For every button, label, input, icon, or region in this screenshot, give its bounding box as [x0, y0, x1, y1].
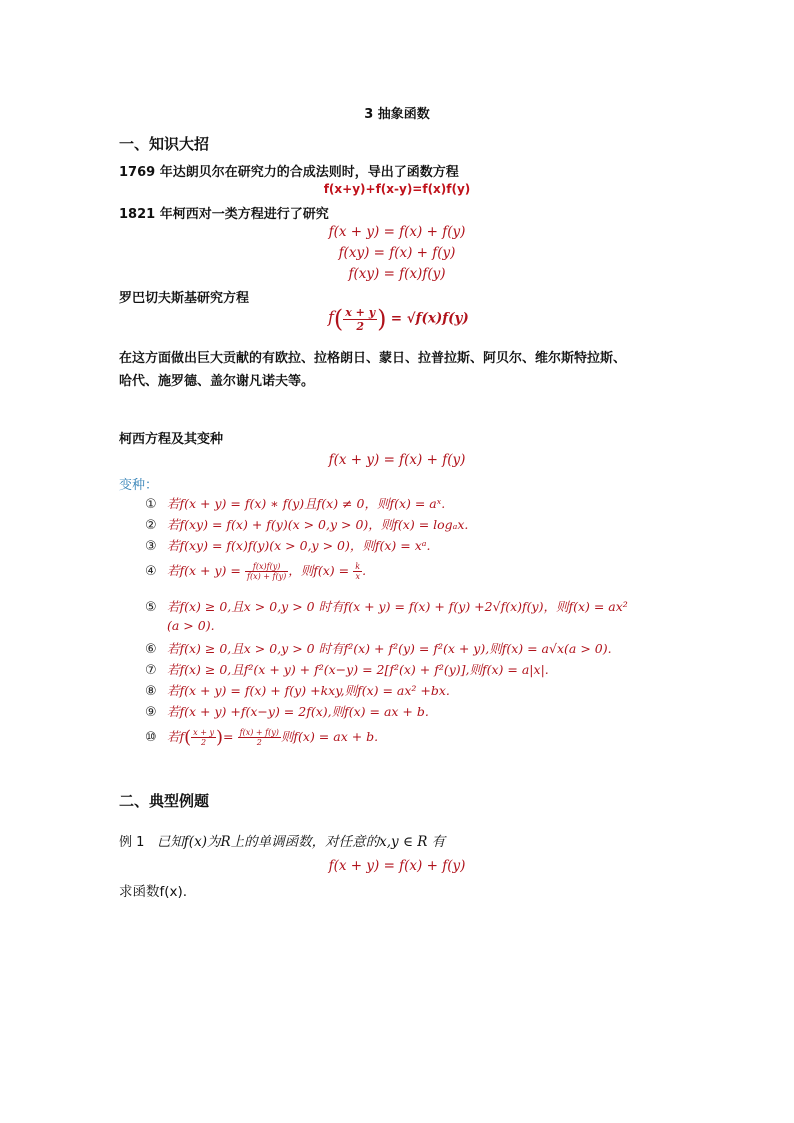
history-line-cauchy: 1821 年柯西对一类方程进行了研究: [119, 207, 329, 222]
cauchy-eq-2: f(xy) = f(x) + f(y): [338, 245, 456, 261]
variant-item-10: ⑩ 若f( $\frac{x + y}{2}$ )= $\frac{f(x) + f(y)}{2}$ 则f(x) = ax + b.: [145, 727, 379, 748]
fraction-numerator: x + y: [193, 728, 214, 737]
history-line-lobachevsky: 罗巴切夫斯基研究方程: [119, 291, 250, 306]
cauchy-section-equation: f(x + y) = f(x) + f(y): [328, 452, 466, 468]
item-text-pre: 若f(x + y) =: [167, 563, 241, 578]
history-line-dalembert: 1769 年达朗贝尔在研究力的合成法则时，导出了函数方程: [119, 165, 459, 180]
item-number: ⑨: [145, 705, 157, 720]
fraction-numerator-2: f(x) + f(y): [239, 728, 279, 737]
variant-item-1: [145, 494, 445, 512]
section2-heading: 二、典型例题: [119, 792, 210, 810]
example-text: 已知f(x)为R上的单调函数，对任意的x,y ∈ R 有: [156, 834, 446, 850]
variant-item-8: [145, 681, 450, 699]
variant-item-5-continued: [167, 618, 215, 634]
item-text: 若f(x + y) +f(x−y) = 2f(x),则f(x) = ax + b.: [167, 704, 429, 719]
item-number: ①: [145, 497, 157, 512]
item-text-pre: 若f: [167, 729, 185, 744]
variant-item-7: [145, 660, 549, 678]
variant-item-2: [145, 515, 468, 533]
item-text: 若f(x + y) = f(x) + f(y) +kxy,则f(x) = ax² +bx.: [167, 683, 450, 698]
item-text: 若f(x) ≥ 0,且x > 0,y > 0 时有f²(x) + f²(y) = f²(x + y),则f(x) = a√x(a > 0).: [167, 641, 612, 656]
item-text-continued: (a > 0).: [167, 618, 215, 633]
variant-item-3: [145, 536, 430, 554]
cauchy-eq-3: f(xy) = f(x)f(y): [348, 266, 446, 282]
fraction-numerator-2: k: [355, 562, 361, 571]
item-text-tail: .: [362, 563, 367, 578]
variant-item-5: [145, 597, 628, 615]
lob-rhs: = √f(x)f(y): [390, 310, 469, 327]
variant-item-4: [145, 561, 366, 581]
variant-item-9: [145, 702, 429, 720]
variant-item-6: [145, 639, 612, 657]
item-number: ⑥: [145, 642, 157, 657]
cauchy-section-heading: 柯西方程及其变种: [119, 432, 224, 447]
example-label: 例 1: [119, 835, 145, 850]
item-number: ⑤: [145, 600, 157, 615]
item-text: 若f(x) ≥ 0,且f²(x + y) + f²(x−y) = 2[f²(x) + f²(y)],则f(x) = a|x|.: [167, 662, 549, 677]
fraction-denominator-2: 2: [256, 738, 262, 747]
item-text: 若f(x + y) = f(x) ∗ f(y)且f(x) ≠ 0，则f(x) = aˣ.: [167, 496, 446, 511]
lob-denominator: 2: [356, 319, 365, 333]
fraction-denominator-2: x: [355, 572, 360, 581]
lob-numerator: x + y: [345, 305, 376, 319]
item-number: ⑦: [145, 663, 157, 678]
lob-f: f: [328, 307, 334, 327]
contributors-line-1: 在这方面做出巨大贡献的有欧拉、拉格朗日、蒙日、拉普拉斯、阿贝尔、维尔斯特拉斯、: [119, 351, 627, 366]
item-text-tail: 则f(x) = ax + b.: [280, 729, 379, 744]
item-number: ⑧: [145, 684, 157, 699]
fraction-denominator: 2: [201, 738, 207, 747]
item-number: ③: [145, 539, 157, 554]
example-question: [119, 880, 187, 900]
item-number: ②: [145, 518, 157, 533]
lobachevsky-equation: f( $\frac{x + y}{2}$ ) = √f(x)f(y): [328, 305, 469, 333]
item-text: 若f(xy) = f(x)f(y)(x > 0,y > 0)，则f(x) = xᵃ.: [167, 538, 431, 553]
example-1: [119, 830, 445, 850]
document-title: 3 抽象函数: [364, 107, 430, 122]
section1-heading: 一、知识大招: [119, 135, 210, 153]
dalembert-equation: f(x+y)+f(x-y)=f(x)f(y): [323, 182, 471, 196]
item-text: 若f(x) ≥ 0,且x > 0,y > 0 时有f(x + y) = f(x) + f(y) +2√f(x)f(y)，则f(x) = ax²: [167, 599, 628, 614]
fraction-numerator: f(x)f(y): [245, 562, 288, 572]
item-equals: =: [223, 729, 234, 744]
contributors-line-2: 哈代、施罗德、盖尔谢凡诺夫等。: [119, 374, 315, 389]
example-question-text: 求函数f(x).: [119, 884, 188, 900]
item-number: ④: [145, 564, 157, 579]
example-equation: f(x + y) = f(x) + f(y): [328, 858, 466, 874]
fraction-denominator: f(x) + f(y): [247, 572, 287, 581]
variants-label: 变种：: [119, 478, 159, 493]
item-text-post: ，则f(x) =: [288, 563, 350, 578]
item-number: ⑩: [145, 730, 157, 745]
cauchy-eq-1: f(x + y) = f(x) + f(y): [328, 224, 466, 240]
item-text: 若f(xy) = f(x) + f(y)(x > 0,y > 0)，则f(x) = logₐx.: [167, 517, 469, 532]
